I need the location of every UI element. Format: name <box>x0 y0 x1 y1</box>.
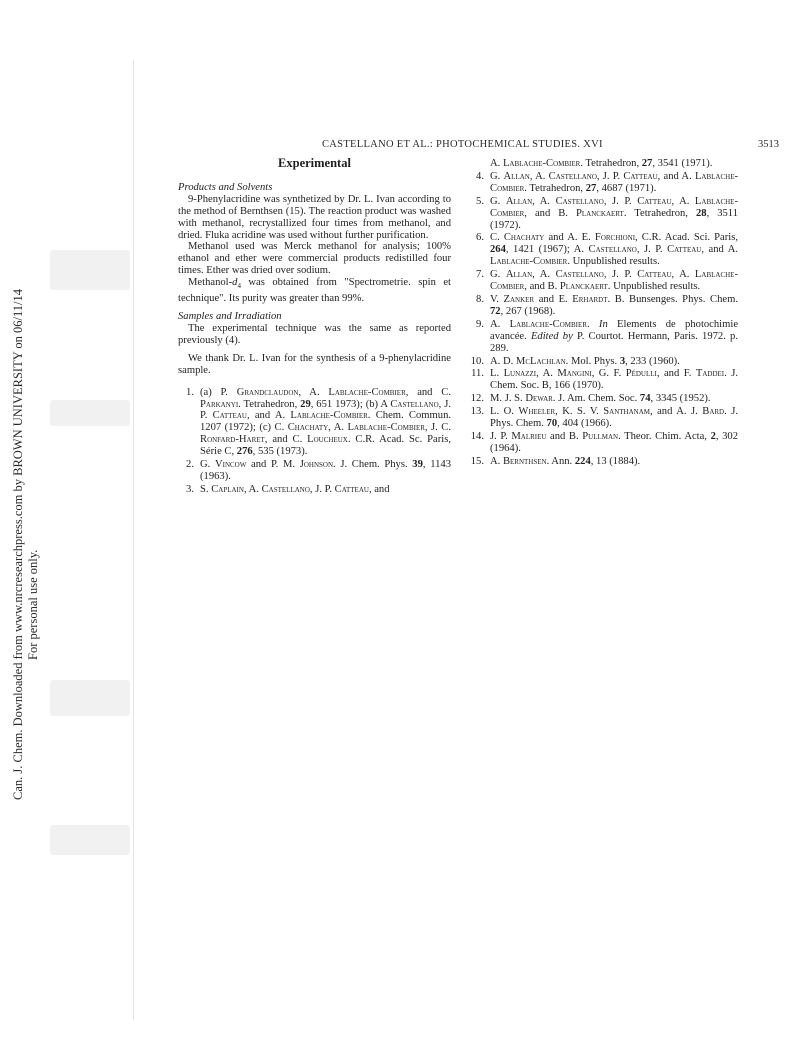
reference-item: 6. C. Chachaty and A. E. Forchioni, C.R. Acad. Sci. Paris, 264, 1421 (1967); A. Castellano, J. P. Catteau, and A. Lablache-Combier. Unpublished results. <box>476 232 738 268</box>
scan-smudge <box>50 825 130 855</box>
scan-smudge <box>50 680 130 716</box>
reference-item: 12. M. J. S. Dewar. J. Am. Chem. Soc. 74, 3345 (1952). <box>470 393 711 405</box>
acknowledgement: We thank Dr. L. Ivan for the synthesis of a 9-phenylacridine sample. <box>178 352 451 376</box>
reference-item-continued: A. Lablache-Combier. Tetrahedron, 27, 3541 (1971). <box>490 158 713 169</box>
subsection-heading: Products and Solvents <box>178 181 273 193</box>
reference-item: 2. G. Vincow and P. M. Johnson. J. Chem. Phys. 39, 1143 (1963). <box>186 459 451 482</box>
download-notice-line: Can. J. Chem. Downloaded from www.nrcresearchpress.com by BROWN UNIVERSITY on 06/11/14 <box>11 288 25 800</box>
scan-smudge <box>50 250 130 290</box>
paragraph: Methanol-$d_4$ was obtained from "Spectrometrie. spin et technique". Its purity was greater than 99%. <box>178 277 451 305</box>
subsection-heading: Samples and Irradiation <box>178 311 282 323</box>
left-column <box>178 158 451 497</box>
reference-item: 1. (a) P. Grandclaudon, A. Lablache-Combier, and C. Parkanyi. Tetrahedron, 29, 651 1973); (b) A Castellano, J. P. Catteau, and A. Lablache-Combier. Chem. Commun. 1207 (1972); (c) C. Chachaty, A. Lablache-Combier, J. C. Ronfard-Haret, and C. Loucheux. C.R. Acad. Sc. Paris, Série C, 276, 535 (1973). <box>186 386 452 458</box>
reference-item: 7. G. Allan, A. Castellano, J. P. Catteau, A. Lablache-Combier, and B. Planckaert. Unpublished results. <box>476 269 738 293</box>
reference-item: 15. A. Bernthsen. Ann. 224, 13 (1884). <box>470 455 641 467</box>
reference-item: 3. S. Caplain, A. Castellano, J. P. Catteau, and <box>186 483 390 495</box>
reference-item: 9. A. Lablache-Combier. In Elements de photochimie avancée. Edited by P. Courtot. Hermann, Paris. 1972. p. 289. <box>476 318 739 354</box>
page-number: 3513 <box>758 139 779 150</box>
paragraph: The experimental technique was the same as reported previously (4). <box>178 322 451 346</box>
reference-item: 8. V. Zanker and E. Erhardt. B. Bunsenges. Phys. Chem. 72, 267 (1968). <box>476 293 738 317</box>
paragraph: 9-Phenylacridine was synthetized by Dr. L. Ivan according to the method of Bernthsen (15). The reaction product was washed with methanol, recrystallized four times from methanol, and dried. Fluka acridine was used without further purification. <box>178 193 451 241</box>
scan-gutter-line <box>133 60 134 1020</box>
reference-item: 10. A. D. McLachlan. Mol. Phys. 3, 233 (1960). <box>470 355 680 367</box>
paragraph: Methanol used was Merck methanol for analysis; 100% ethanol and ether were commercial products redistilled four times. Ether was dried over sodium. <box>178 241 451 277</box>
section-title: Experimental <box>278 156 351 170</box>
download-notice <box>11 160 41 800</box>
reference-item: 5. G. Allan, A. Castellano, J. P. Catteau, A. Lablache-Combier, and B. Planckaert. Tetrahedron, 28, 3511 (1972). <box>476 195 739 231</box>
personal-use-notice: For personal use only. <box>26 549 40 660</box>
reference-item: 4. G. Allan, A. Castellano, J. P. Catteau, and A. Lablache-Combier. Tetrahedron, 27, 4687 (1971). <box>476 170 738 194</box>
scan-smudge <box>50 400 130 426</box>
right-column <box>468 158 738 469</box>
reference-item: 14. J. P. Malrieu and B. Pullman. Theor. Chim. Acta, 2, 302 (1964). <box>470 430 738 454</box>
reference-item: 11. L. Lunazzi, A. Mangini, G. F. Pédulli, and F. Taddei. J. Chem. Soc. B, 166 (1970). <box>471 368 738 392</box>
reference-item: 13. L. O. Wheeler, K. S. V. Santhanam, and A. J. Bard. J. Phys. Chem. 70, 404 (1966). <box>470 406 739 430</box>
running-head: CASTELLANO ET AL.: PHOTOCHEMICAL STUDIES. XVI <box>322 139 603 150</box>
